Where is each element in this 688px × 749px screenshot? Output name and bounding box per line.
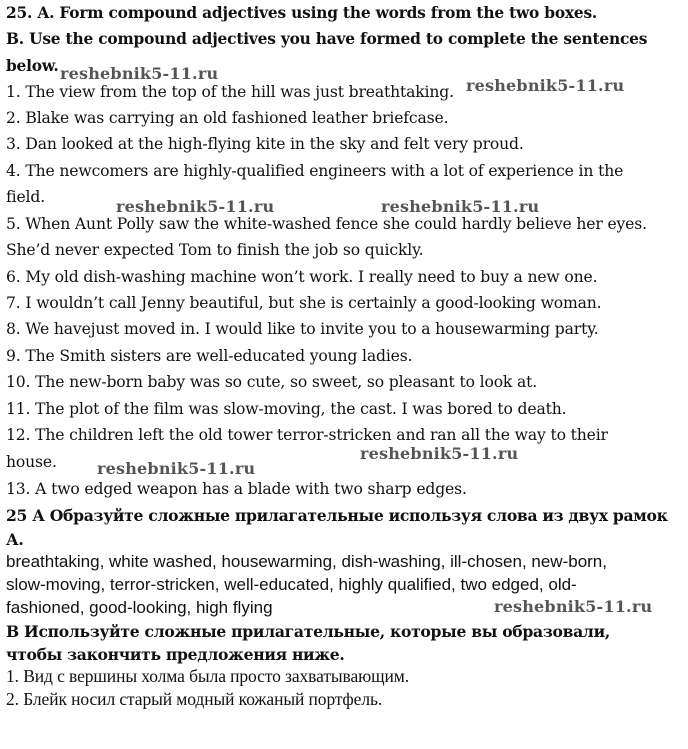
sentence-13: 13. A two edged weapon has a blade with two sharp edges. (6, 480, 467, 498)
exercise-heading-a: 25. A. Form compound adjectives using the words from the two boxes. (6, 4, 598, 22)
watermark: reshebnik5-11.ru (381, 197, 540, 216)
ru-heading-a-cont: А. (6, 530, 24, 549)
sentence-2: 2. Blake was carrying an old fashioned leather briefcase. (6, 109, 449, 127)
sentence-12-cont: house. (6, 453, 57, 471)
watermark: reshebnik5-11.ru (60, 64, 219, 83)
sentence-4-cont: field. (6, 188, 46, 206)
ru-sentence-2: 2. Блейк носил старый модный кожаный портфель. (6, 689, 383, 709)
watermark: reshebnik5-11.ru (116, 197, 275, 216)
ru-sentence-1: 1. Вид с вершины холма была просто захватывающим. (6, 666, 410, 686)
sentence-3: 3. Dan looked at the high-flying kite in the sky and felt very proud. (6, 135, 524, 153)
sentence-10: 10. The new-born baby was so cute, so sweet, so pleasant to look at. (6, 373, 538, 391)
word-list-line-2: slow-moving, terror-stricken, well-educated, highly qualified, two edged, old- (6, 575, 577, 594)
watermark: reshebnik5-11.ru (360, 444, 519, 463)
watermark: reshebnik5-11.ru (494, 597, 653, 616)
sentence-11: 11. The plot of the film was slow-moving, the cast. I was bored to death. (6, 400, 567, 418)
watermark: reshebnik5-11.ru (97, 459, 256, 478)
ru-heading-b: В Используйте сложные прилагательные, которые вы образовали, (6, 622, 610, 641)
sentence-9: 9. The Smith sisters are well-educated young ladies. (6, 347, 413, 365)
sentence-6: 6. My old dish-washing machine won’t work. I really need to buy a new one. (6, 268, 598, 286)
exercise-heading-b-cont: below. (6, 57, 59, 75)
sentence-5-cont: She’d never expected Tom to finish the job so quickly. (6, 241, 424, 259)
sentence-5: 5. When Aunt Polly saw the white-washed fence she could hardly believe her eyes. (6, 215, 647, 233)
sentence-8: 8. We havejust moved in. I would like to invite you to a housewarming party. (6, 320, 599, 338)
sentence-12: 12. The children left the old tower terror-stricken and ran all the way to their (6, 426, 608, 444)
sentence-1: 1. The view from the top of the hill was just breathtaking. (6, 83, 454, 101)
sentence-4: 4. The newcomers are highly-qualified engineers with a lot of experience in the (6, 162, 624, 180)
word-list-line-3: fashioned, good-looking, high flying (6, 598, 273, 617)
sentence-7: 7. I wouldn’t call Jenny beautiful, but she is certainly a good-looking woman. (6, 294, 602, 312)
exercise-heading-b: B. Use the compound adjectives you have formed to complete the sentences (6, 30, 648, 48)
watermark: reshebnik5-11.ru (466, 76, 625, 95)
ru-heading-a: 25 А Образуйте сложные прилагательные используя слова из двух рамок (6, 506, 668, 525)
word-list-line-1: breathtaking, white washed, housewarming, dish-washing, ill-chosen, new-born, (6, 552, 607, 571)
ru-heading-b-cont: чтобы закончить предложения ниже. (6, 645, 345, 664)
